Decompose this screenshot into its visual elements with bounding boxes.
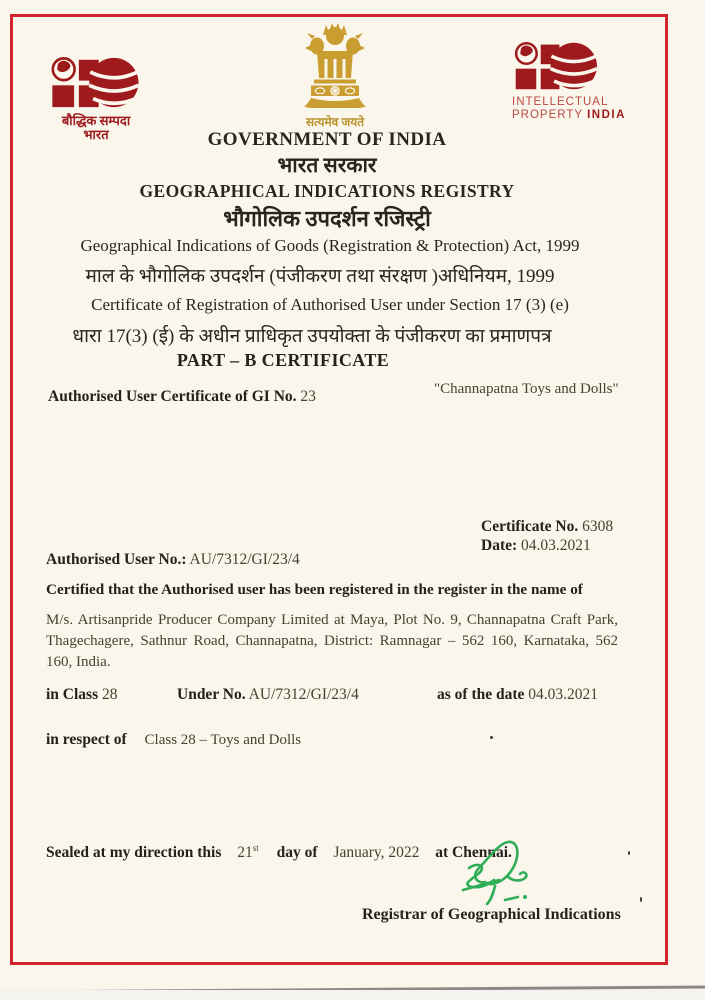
in-respect-line — [46, 731, 301, 749]
certificate-date-label: Date: — [481, 537, 518, 554]
class-value: 28 — [102, 686, 118, 703]
certificate-date-line — [481, 536, 613, 555]
right-logo-caption-line1: INTELLECTUAL — [512, 96, 609, 108]
certificate-date-value: 04.03.2021 — [521, 537, 591, 554]
as-of-date-line — [437, 686, 598, 704]
certificate-number-line — [481, 517, 613, 536]
under-no-label: Under No. — [177, 686, 246, 703]
title-act-hindi: माल के भौगोलिक उपदर्शन (पंजीकरण तथा संरक्षण )अधिनियम, 1999 — [85, 266, 555, 287]
gi-number-value: 23 — [300, 388, 316, 405]
sealed-line — [46, 843, 512, 862]
registrar-signature-icon — [455, 838, 567, 908]
certificate-number-value: 6308 — [582, 518, 614, 535]
ink-speck — [640, 897, 642, 902]
under-no-line — [177, 686, 359, 704]
ip-india-logo-icon — [512, 41, 598, 91]
authorised-user-line — [46, 551, 300, 569]
sealed-text-3: at Chennai. — [435, 844, 512, 861]
ink-speck — [490, 736, 493, 739]
sealed-text-2: day of — [276, 844, 318, 861]
title-government-of-india: GOVERNMENT OF INDIA — [207, 129, 447, 150]
left-logo-caption-line2: भारत — [83, 127, 109, 142]
under-no-value: AU/7312/GI/23/4 — [248, 686, 359, 703]
sealed-text-1: Sealed at my direction this — [46, 844, 222, 861]
gi-number-line — [48, 388, 316, 406]
as-of-date-value: 04.03.2021 — [528, 686, 599, 703]
certificate-number-label: Certificate No. — [481, 518, 579, 535]
title-gi-registry: GEOGRAPHICAL INDICATIONS REGISTRY — [139, 181, 515, 201]
registrant-address: M/s. Artisanpride Producer Company Limited at Maya, Plot No. 9, Channapatna Craft Park, Thagechagere, Sathnur Road, Channapatna, District: Ramnagar – 562 160, Karnataka, 562 160, India. — [46, 612, 618, 670]
right-logo-caption-line2: PROPERTY INDIA — [512, 109, 626, 121]
title-bharat-sarkar: भारत सरकार — [277, 153, 377, 177]
in-respect-value: Class 28 – Toys and Dolls — [144, 732, 302, 748]
title-section-english: Certificate of Registration of Authorised User under Section 17 (3) (e) — [91, 295, 569, 314]
as-of-date-label: as of the date — [437, 686, 525, 703]
gi-name: "Channapatna Toys and Dolls" — [434, 381, 619, 397]
class-line — [46, 686, 118, 704]
left-logo-caption-line1: बौद्धिक सम्पदा — [61, 113, 131, 128]
right-logo-india-label: INDIA — [587, 109, 626, 121]
scan-background — [0, 990, 705, 1000]
ip-india-logo-icon — [48, 56, 140, 109]
ink-speck — [628, 851, 630, 855]
ashoka-lion-capital-icon — [304, 20, 366, 108]
certificate-number-block — [481, 517, 613, 555]
part-b-certificate-title: PART – B CERTIFICATE — [176, 350, 390, 370]
authorised-user-label: Authorised User No.: — [46, 551, 187, 568]
ip-india-logo-right — [512, 41, 642, 122]
authorised-user-value: AU/7312/GI/23/4 — [189, 551, 300, 568]
title-gi-registry-hindi: भौगोलिक उपदर्शन रजिस्ट्री — [223, 206, 431, 231]
title-act-english: Geographical Indications of Goods (Registration & Protection) Act, 1999 — [80, 236, 580, 255]
registrar-title: Registrar of Geographical Indications — [362, 906, 621, 923]
certified-statement: Certified that the Authorised user has been registered in the register in the name of — [46, 581, 583, 598]
ashoka-emblem — [303, 20, 367, 130]
gi-number-label: Authorised User Certificate of GI No. — [48, 388, 297, 405]
sealed-day: 21st — [237, 843, 259, 861]
sealed-date: January, 2022 — [333, 844, 420, 861]
ip-india-logo-left — [48, 56, 144, 142]
class-label: in Class — [46, 686, 99, 703]
in-respect-label: in respect of — [46, 731, 127, 748]
emblem-motto: सत्यमेव जयते — [305, 115, 365, 129]
title-section-hindi: धारा 17(3) (ई) के अधीन प्राधिकृत उपयोक्ता के पंजीकरण का प्रमाणपत्र — [72, 326, 552, 347]
